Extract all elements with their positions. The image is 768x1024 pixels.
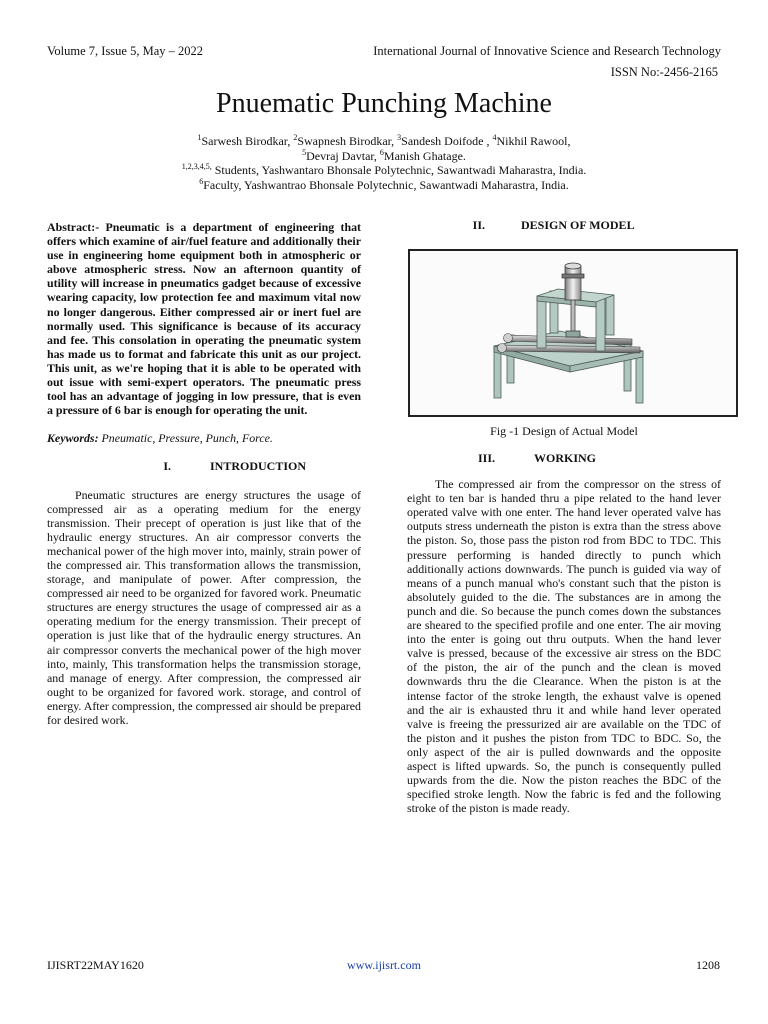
left-column [47,220,361,727]
keywords-label: Keywords: [47,431,99,446]
section-heading-design [407,218,721,232]
keywords-text: Pneumatic, Pressure, Punch, Force. [98,431,273,446]
authors-line-1 [0,134,768,149]
author-sup: 6 [379,147,384,157]
header-issn: ISSN No:-2456-2165 [610,65,718,79]
section-title: INTRODUCTION [210,459,307,474]
right-column [407,451,721,815]
affiliation-text: Faculty, Yashwantrao Bhonsale Polytechnic, Sawantwadi Maharastra, India. [203,177,569,192]
author-name: Sarwesh Birodkar, [201,134,294,148]
figure-caption: Fig -1 Design of Actual Model [490,424,638,438]
affiliation-text: Students, Yashwantaro Bhonsale Polytechnic, Sawantwadi Maharastra, India. [211,163,587,177]
author-sup: 5 [302,147,307,157]
authors-line-2 [0,149,768,164]
footer-website-link[interactable]: www.ijisrt.com [347,958,421,972]
affiliation-students [0,163,768,178]
section-number: III. [477,451,495,465]
punching-machine-illustration [410,251,736,415]
section-heading-working [407,451,721,465]
author-name: Manish Ghatage. [383,148,466,163]
header-journal: International Journal of Innovative Science and Research Technology [373,44,721,58]
author-name: Swapnesh Birodkar, [297,134,398,148]
author-name: Sandesh Doifode , [401,134,493,148]
right-column-heading-design [407,218,721,232]
abstract: Abstract:- Pneumatic is a department of engineering that offers which examine of air/fuel feature and additionally their use in engineering home equipment both in atmospheric or above atmospheric stress. Now an afternoon quantity of utility will increase in pneumatics gadget because of excessive wearing capacity, low protection fee and maximum vital now no longer dangerous. Either compressed air or inert fuel are normally used. This significance is because of its accuracy and fee. This consolation in operating the pneumatic system has made us to format and fabricate this unit as our project. This unit, as we're hoping that it is able to be operated with out issue with semi-expert operators. The pneumatic press tool has an advantage of jogging in low pressure, that is even a pressure of 6 bar is enough for operating the unit. [47,220,361,418]
introduction-body: Pneumatic structures are energy structures the usage of compressed air as a operating medium for the energy transmission. Their precept of operation is just like that of the hydraulic energy structures. An air compressor converts the mechanical power of the high mover into, mainly, strain power of the compressed air. This transformation allows the transmission, storage, and manipulate of power. After compression, the compressed air need to be organized for favored work. Pneumatic structures are energy structures the usage of compressed air as a operating medium for the energy transmission. Their precept of operation is just like that of the hydraulic energy structures. An air compressor converts the mechanical power of the high mover into, mainly, This transformation helps the transmission storage, and manage of energy. After compression, the compressed air ought to be organized for favored work. storage, and control of energy. After compression, the compressed air should be prepared for desired work. [47,487,361,727]
keywords [47,431,361,445]
section-number: II. [472,218,485,232]
section-heading-introduction [47,459,361,473]
section-title: DESIGN OF MODEL [521,218,635,232]
author-name: Nikhil Rawool, [496,134,571,148]
section-title: WORKING [534,451,597,465]
section-number: I. [163,459,171,474]
author-sup: 4 [492,133,497,142]
affiliation-sup: 1,2,3,4,5, [181,162,212,171]
footer-page-number: 1208 [696,958,720,972]
working-body: The compressed air from the compressor on the stress of eight to ten bar is handed thru a pipe related to the hand lever operated valve with one enter. The hand lever operated valve has outputs stress underneath the piston is extra than the stress above the piston. So, those pass the piston rod from BDC to TDC. This pressure performing is handed directly to punch which additionally actions downwards. The punch is guided via way of means of a punch manual who's constant such that the piston is absolutely guided to the die. The substances are in among the punch and die. So because the punch comes down the substances are sheared to the specified profile and one enter. The air moving into the enter is going out thru outputs. When the hand lever valve is pressed, because of the excessive air stress on the BDC of the piston, the air of the punch and the clean is moved downwards thru the die Clearance. When the piston is at the intense factor of the stroke length, the exhaust valve is opened and the air is exhausted thru it and while hand lever operated valve is freeing the pressurized air are available on the TDC of the piston and it pushes the piston from TDC to BDC. So, the only aspect of the air is pulled downwards and the opposite aspect is lifted upwards. So, the punch is consequently pulled upwards from the die. Now the piston reaches the BDC of the specified stroke length. Now the fabric is fed and the following stroke of the piston is made ready. [407,477,721,816]
author-sup: 3 [397,133,402,142]
author-sup: 1 [197,133,202,142]
author-name: Devraj Davtar, [306,148,380,163]
author-sup: 2 [293,133,298,142]
header-volume: Volume 7, Issue 5, May – 2022 [47,44,204,58]
author-block [0,134,768,192]
affiliation-faculty [0,178,768,193]
affiliation-sup: 6 [199,176,204,186]
paper-title: Pnuematic Punching Machine [216,88,552,119]
footer-paper-id: IJISRT22MAY1620 [47,958,144,972]
figure-design-model [408,249,738,417]
